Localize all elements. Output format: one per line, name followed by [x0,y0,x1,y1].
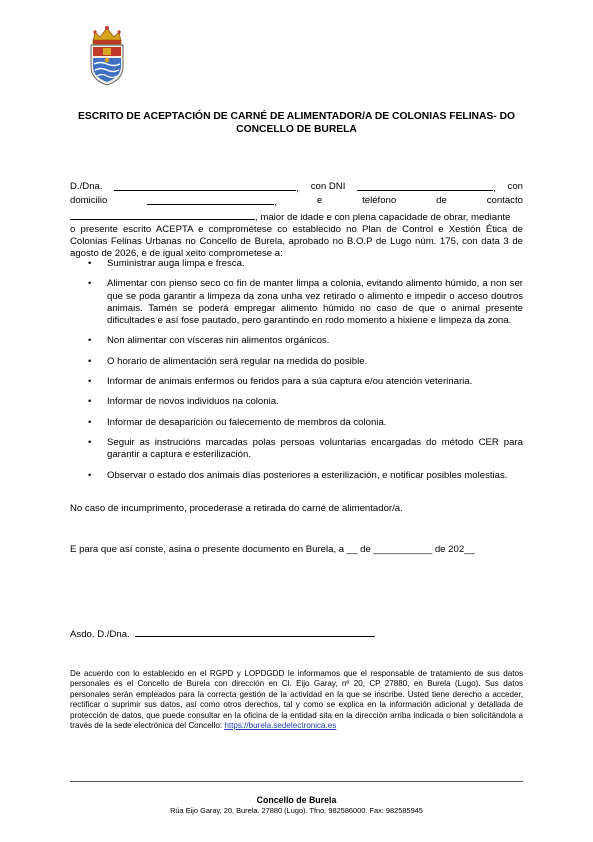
word-telefono: teléfono [362,195,397,207]
list-item [70,278,523,327]
list-item [70,376,523,388]
acceptance-paragraph: o presente escrito ACEPTA e comprométese co establecido no Plan de Control e Xestión Ética de Colonias Felinas Urbanas no Concello de Burela, aprobado no B.O.P de Lugo núm. 175, con data 3 de agosto de 2026, e de igual xeito comprometese a: [70,223,523,260]
list-item-text: Informar de animais enfermos ou feridos para a súa captura e/ou atención veterinaria. [107,376,473,388]
word-contacto: contacto [486,195,523,207]
list-item [70,417,523,429]
signature-label: Asdo. D./Dna. [70,629,130,640]
bullet-icon: • [88,278,92,290]
privacy-text: De acuerdo con lo establecido en el RGPD y LOPDGDD le informamos que el responsable de tratamiento de sus datos personales es el Concello de Burela con dirección en Cl. Eijo Garay, nº 20, CP 27880, en Burela (Lugo). Sus datos personales serán empleados para la correcta gestión de la actividad en la que se inscribe. Usted tiene derecho a acceder, rectificar o suprimir sus datos, así como otros derechos, tal y como se explica en la información adicional y detallada de protección de datos, que puede consultar en la oficina de la entidad sita en la dirección arriba indicada o bien solicitándola a través de la sede electrónica del Concello: [70,669,523,731]
commitments-list [70,258,523,482]
footer-address: Rúa Eijo Garay, 20, Burela. 27880 (Lugo). Tfno. 982586000. Fax: 982585945 [170,806,423,815]
privacy-notice [70,669,523,731]
comma: , [296,183,299,194]
list-item-text: Informar de desaparición ou falecemento de membros da colonia. [107,416,387,428]
footer-divider [70,781,523,782]
footer-organization: Concello de Burela [256,795,337,805]
title-line-1: ESCRITO DE ACEPTACIÓN DE CARNÉ DE ALIMENTADOR/A DE COLONIAS FELINAS- DO [77,111,516,122]
list-item-text: Alimentar con pienso seco co fin de manter limpa a colonia, evitando alimento húmido, a non ser que se poda garantir a limpeza da zona unha vez retirado o alimento e impedir o acceso doutros animais. Tamén se poderá empregar alimento húmido no caso de que o animal presente dificultades e así fose pautado, pero garantindo en rodo momento a hixiene e limpeza da zona. [107,278,523,327]
comma: , [493,183,496,194]
title-line-2: CONCELLO DE BURELA [236,124,357,135]
intro-line-1 [70,181,523,195]
bullet-icon: • [88,258,92,269]
list-item [70,437,523,462]
comma: , [274,197,277,209]
address-field[interactable] [147,195,274,205]
address-label: domicilio [70,195,108,207]
list-item-text: Suministrar auga limpa e fresca. [107,258,245,269]
document-title [70,110,523,136]
name-field[interactable] [114,181,296,191]
signature-field[interactable] [135,627,375,637]
bullet-icon: • [88,416,92,428]
list-item [70,470,523,482]
dni-label: con DNI [310,181,346,192]
list-item [70,258,523,270]
bullet-icon: • [88,396,92,408]
age-capacity-text: , maior de idade e con plena capacidade de obrar, mediante [255,211,511,223]
coat-of-arms-icon [84,24,130,88]
signature-line [70,627,375,641]
place-date-line: E para que así conste, asina o presente documento en Burela, a __ de ___________ de 202__ [70,544,475,555]
word-de: de [436,195,447,207]
sede-electronica-link[interactable]: https://burela.sedelectronica.es [224,721,337,731]
intro-line-2 [70,195,523,209]
con-label: con [507,181,523,192]
list-item [70,335,523,347]
noncompliance-text: No caso de incumprimento, procederase a retirada do carné de alimentador/a. [70,503,403,514]
bullet-icon: • [88,355,92,367]
phone-field[interactable] [70,210,255,220]
bullet-icon: • [88,335,92,347]
intro-line-3 [70,210,523,224]
bullet-icon: • [88,376,92,388]
name-label: D./Dna. [70,181,103,192]
list-item-text: Non alimentar con vísceras nin alimentos orgánicos. [107,335,330,347]
list-item [70,356,523,368]
bullet-icon: • [88,436,92,448]
word-e: e [316,195,323,207]
dni-field[interactable] [357,181,493,191]
list-item-text: Seguir as instrucións marcadas polas persoas voluntarias encargadas do método CER para garantir a captura e esterilización. [107,436,523,461]
intro-section [70,181,523,261]
list-item-text: Informar de novos individuos na colonia. [107,396,279,408]
list-item-text: Observar o estado dos animais días posteriores a esterilización, e notificar posibles molestias. [107,469,508,481]
bullet-icon: • [88,469,92,481]
list-item-text: O horario de alimentación será regular na medida do posible. [107,355,368,367]
list-item [70,396,523,408]
